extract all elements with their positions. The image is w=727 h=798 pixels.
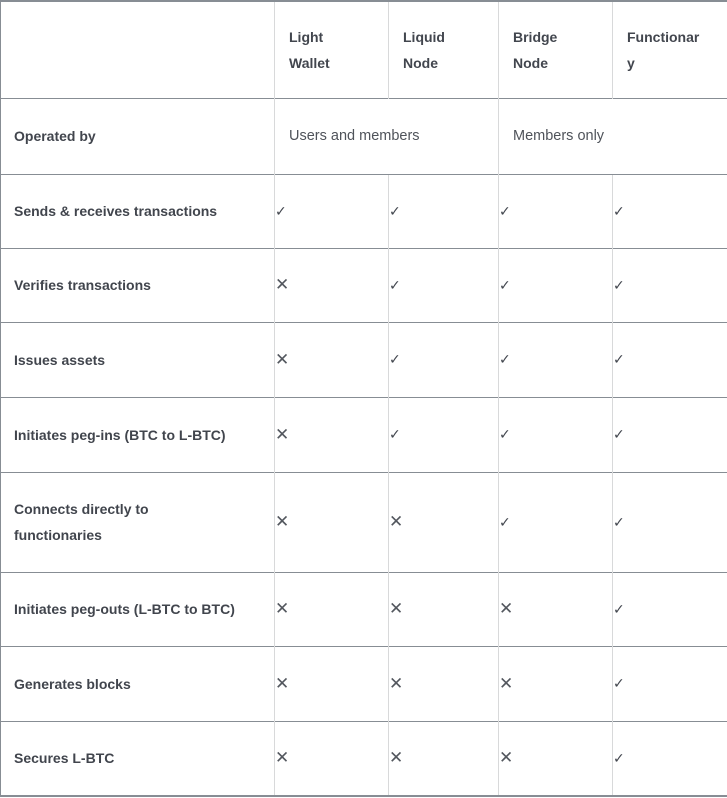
check-icon: ✓ (389, 351, 401, 367)
mark-cell (275, 472, 389, 572)
table-row (1, 472, 727, 572)
column-header-label: Bridge Node (513, 28, 558, 71)
check-icon: ✓ (499, 426, 511, 442)
operated-by-value: Members only (513, 128, 605, 144)
row-label: Operated by (14, 128, 96, 144)
check-icon: ✓ (499, 276, 511, 293)
mark-cell (389, 248, 499, 322)
mark-cell (613, 646, 727, 721)
mark-cell (499, 721, 613, 796)
cross-icon: ✕ (275, 748, 290, 768)
mark-cell (275, 397, 389, 472)
cross-icon: ✕ (499, 599, 514, 618)
operated-by-light-liquid-cell (275, 98, 499, 174)
mark-cell (613, 322, 727, 397)
table-row (1, 397, 727, 472)
check-icon: ✓ (499, 351, 511, 367)
check-icon: ✓ (613, 426, 625, 442)
mark-cell (613, 397, 727, 472)
column-header-label: Functionary (627, 28, 700, 71)
mark-cell (499, 572, 613, 646)
check-icon: ✓ (499, 202, 511, 219)
column-header-light-wallet (275, 1, 389, 98)
row-label: Initiates peg-outs (L-BTC to BTC) (14, 601, 235, 617)
cross-icon: ✕ (275, 599, 290, 618)
table-row (1, 646, 727, 721)
row-label-cell (1, 98, 275, 174)
row-label: Initiates peg-ins (BTC to L-BTC) (14, 426, 226, 443)
table-row (1, 572, 727, 646)
row-label: Verifies transactions (14, 277, 151, 293)
cross-icon: ✕ (275, 424, 290, 444)
mark-cell (499, 472, 613, 572)
row-label-cell (1, 174, 275, 248)
cross-icon: ✕ (389, 748, 404, 768)
mark-cell (389, 472, 499, 572)
table-row (1, 322, 727, 397)
column-header-functionary (613, 1, 727, 98)
mark-cell (275, 721, 389, 796)
mark-cell (389, 721, 499, 796)
cross-icon: ✕ (389, 599, 404, 618)
operated-by-bridge-functionary-cell (499, 98, 727, 174)
mark-cell (389, 646, 499, 721)
cross-icon: ✕ (499, 748, 514, 768)
mark-cell (499, 322, 613, 397)
column-header-bridge-node (499, 1, 613, 98)
row-label-cell (1, 322, 275, 397)
row-label-cell (1, 646, 275, 721)
row-label: Sends & receives transactions (14, 203, 218, 219)
row-label-cell (1, 572, 275, 646)
mark-cell (613, 572, 727, 646)
check-icon: ✓ (613, 749, 625, 766)
check-icon: ✓ (389, 276, 401, 293)
column-header-label: Light Wallet (289, 28, 330, 71)
check-icon: ✓ (499, 513, 511, 530)
mark-cell (613, 174, 727, 248)
mark-cell (275, 646, 389, 721)
cross-icon: ✕ (499, 673, 514, 693)
operated-by-row (1, 98, 727, 174)
check-icon: ✓ (613, 513, 625, 530)
check-icon: ✓ (389, 426, 401, 442)
check-icon: ✓ (613, 675, 625, 691)
column-header-label: Liquid Node (403, 28, 445, 71)
mark-cell (613, 248, 727, 322)
corner-cell (1, 1, 275, 98)
operated-by-value: Users and members (289, 128, 420, 144)
cross-icon: ✕ (275, 349, 290, 369)
table-row (1, 248, 727, 322)
row-label-cell (1, 721, 275, 796)
cross-icon: ✕ (275, 512, 290, 531)
row-label-cell (1, 248, 275, 322)
check-icon: ✓ (613, 202, 625, 219)
row-label-cell (1, 397, 275, 472)
mark-cell (275, 174, 389, 248)
header-row (1, 1, 727, 98)
cross-icon: ✕ (389, 673, 404, 693)
mark-cell (389, 397, 499, 472)
mark-cell (613, 472, 727, 572)
mark-cell (275, 322, 389, 397)
mark-cell (499, 646, 613, 721)
mark-cell (499, 174, 613, 248)
table-row (1, 721, 727, 796)
row-label: Generates blocks (14, 675, 131, 692)
row-label: Issues assets (14, 351, 106, 368)
row-label-cell (1, 472, 275, 572)
check-icon: ✓ (613, 276, 625, 293)
mark-cell (275, 248, 389, 322)
check-icon: ✓ (389, 202, 401, 219)
cross-icon: ✕ (275, 673, 290, 693)
cross-icon: ✕ (389, 512, 404, 531)
check-icon: ✓ (613, 600, 625, 617)
mark-cell (389, 572, 499, 646)
check-icon: ✓ (275, 202, 287, 219)
row-label: Connects directly to functionaries (14, 501, 149, 543)
mark-cell (275, 572, 389, 646)
check-icon: ✓ (613, 351, 625, 367)
mark-cell (499, 248, 613, 322)
mark-cell (613, 721, 727, 796)
column-header-liquid-node (389, 1, 499, 98)
mark-cell (389, 174, 499, 248)
mark-cell (389, 322, 499, 397)
mark-cell (499, 397, 613, 472)
cross-icon: ✕ (275, 275, 290, 294)
table-row (1, 174, 727, 248)
row-label: Secures L-BTC (14, 750, 115, 767)
